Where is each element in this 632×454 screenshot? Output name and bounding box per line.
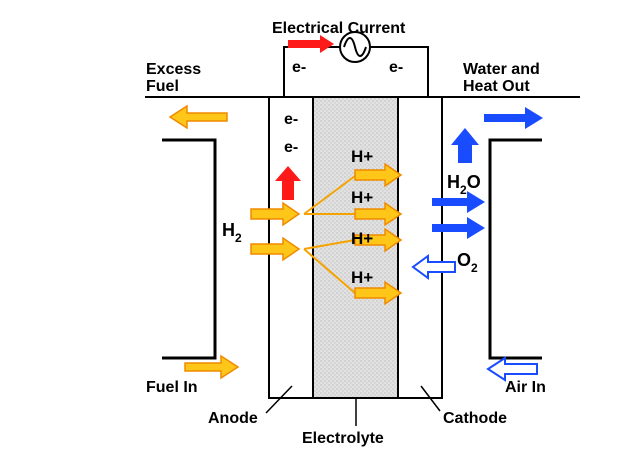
proton-label-3: H+ [351, 229, 374, 248]
water-label: $H_2O$ [447, 172, 481, 197]
electron-label-left: e- [292, 59, 307, 76]
proton-label-4: H+ [351, 268, 374, 287]
electron-label-right: e- [389, 59, 404, 76]
hydrogen-label: $H_2$ [222, 220, 242, 245]
anode-electron-2: e- [284, 139, 299, 156]
electrical-current-label: Electrical Current [272, 20, 406, 37]
water-heat-out-arrow [484, 107, 543, 129]
electrolyte-label: Electrolyte [302, 430, 384, 447]
cathode-label: Cathode [443, 410, 507, 427]
fuel-in-label: Fuel In [146, 379, 198, 396]
oxygen-label: $O_2$ [457, 250, 478, 275]
cathode-electrode [398, 97, 442, 398]
excess-fuel-label-line2: Fuel [146, 78, 179, 95]
excess-fuel-arrow [170, 106, 227, 128]
air-in-label: Air In [505, 379, 546, 396]
excess-fuel-label-line1: Excess [146, 61, 202, 78]
air-chamber-wall [490, 140, 542, 358]
water-heat-label-line2: Heat Out [463, 78, 530, 95]
proton-label-1: H+ [351, 147, 374, 166]
anode-electron-1: e- [284, 111, 299, 128]
anode-label: Anode [208, 410, 258, 427]
water-heat-label-line1: Water and [463, 61, 540, 78]
electron-flow-arrow [288, 35, 334, 53]
proton-label-2: H+ [351, 188, 374, 207]
water-up-arrow [451, 128, 479, 163]
air-in-arrow [488, 358, 537, 380]
fuel-chamber-wall [162, 140, 215, 358]
